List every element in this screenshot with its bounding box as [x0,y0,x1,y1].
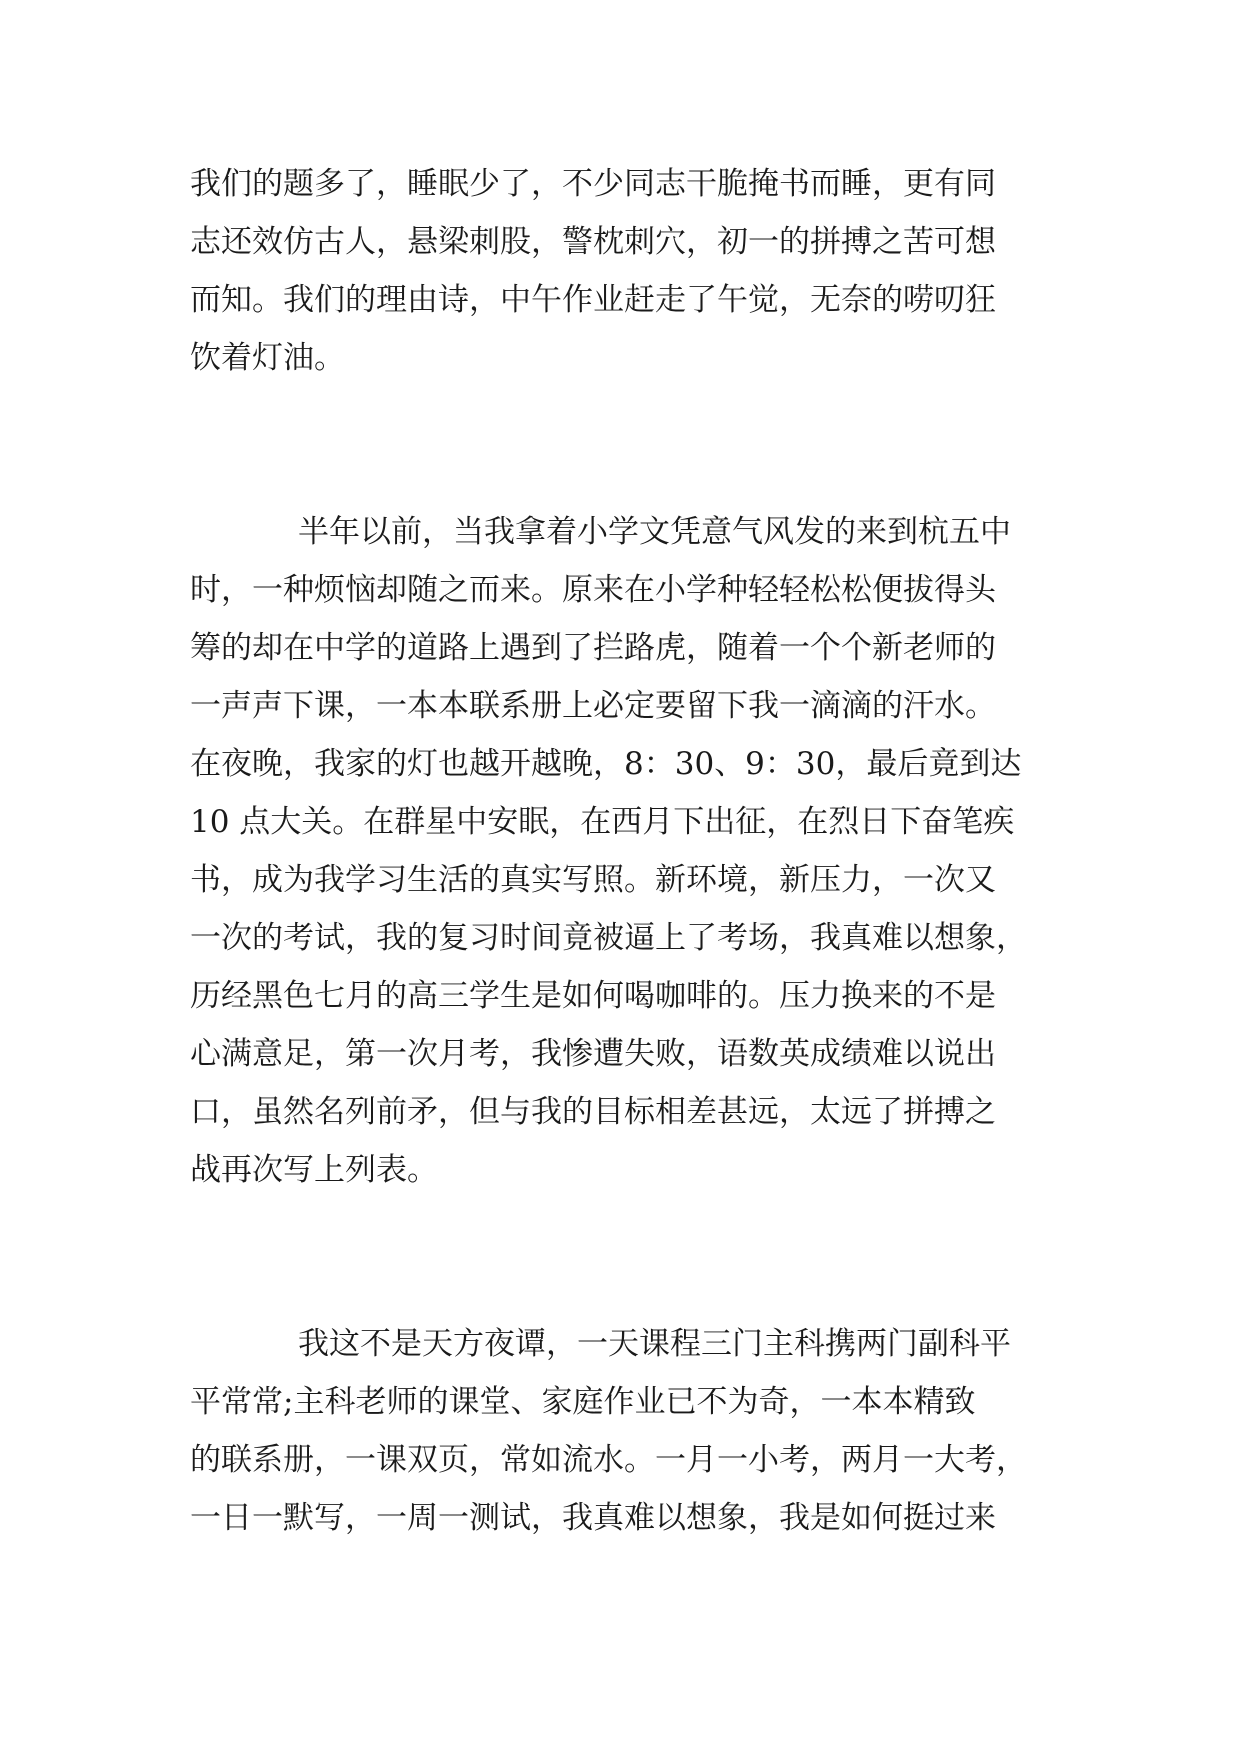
text-line: 战再次写上列表。 [190,1152,438,1188]
text-line: 在夜晚，我家的灯也越开越晚，8：30、9：30，最后竟到达 [190,746,1022,782]
text-line: 10 点大关。在群星中安眠，在西月下出征，在烈日下奋笔疾 [190,804,1015,840]
paragraph-3 [190,1315,1050,1547]
text-line: 平常常;主科老师的课堂、家庭作业已不为奇，一本本精致 [190,1384,976,1420]
text-line: 一次的考试，我的复习时间竟被逼上了考场，我真难以想象， [190,920,1027,956]
text-line: 的联系册，一课双页，常如流水。一月一小考，两月一大考， [190,1442,1027,1478]
text-line: 饮着灯油。 [190,340,345,376]
text-line-indented: 我这不是天方夜谭，一天课程三门主科携两门副科平 [298,1326,1011,1362]
paragraph-2 [190,503,1050,1199]
text-line: 一日一默写，一周一测试，我真难以想象，我是如何挺过来 [190,1500,996,1536]
text-line: 心满意足，第一次月考，我惨遭失败，语数英成绩难以说出 [190,1036,996,1072]
paragraph-1 [190,155,1050,387]
text-line: 志还效仿古人，悬梁刺股，警枕刺穴，初一的拼搏之苦可想 [190,224,996,260]
text-line: 而知。我们的理由诗，中午作业赶走了午觉，无奈的唠叨狂 [190,282,996,318]
text-line: 口，虽然名列前矛，但与我的目标相差甚远，太远了拼搏之 [190,1094,996,1130]
text-line: 历经黑色七月的高三学生是如何喝咖啡的。压力换来的不是 [190,978,996,1014]
text-line-indented: 半年以前，当我拿着小学文凭意气风发的来到杭五中 [298,514,1011,550]
text-line: 时，一种烦恼却随之而来。原来在小学种轻轻松松便拔得头 [190,572,996,608]
text-line: 筹的却在中学的道路上遇到了拦路虎，随着一个个新老师的 [190,630,996,666]
text-line: 我们的题多了，睡眠少了，不少同志干脆掩书而睡，更有同 [190,166,996,202]
text-line: 书，成为我学习生活的真实写照。新环境，新压力，一次又 [190,862,996,898]
text-line: 一声声下课，一本本联系册上必定要留下我一滴滴的汗水。 [190,688,996,724]
